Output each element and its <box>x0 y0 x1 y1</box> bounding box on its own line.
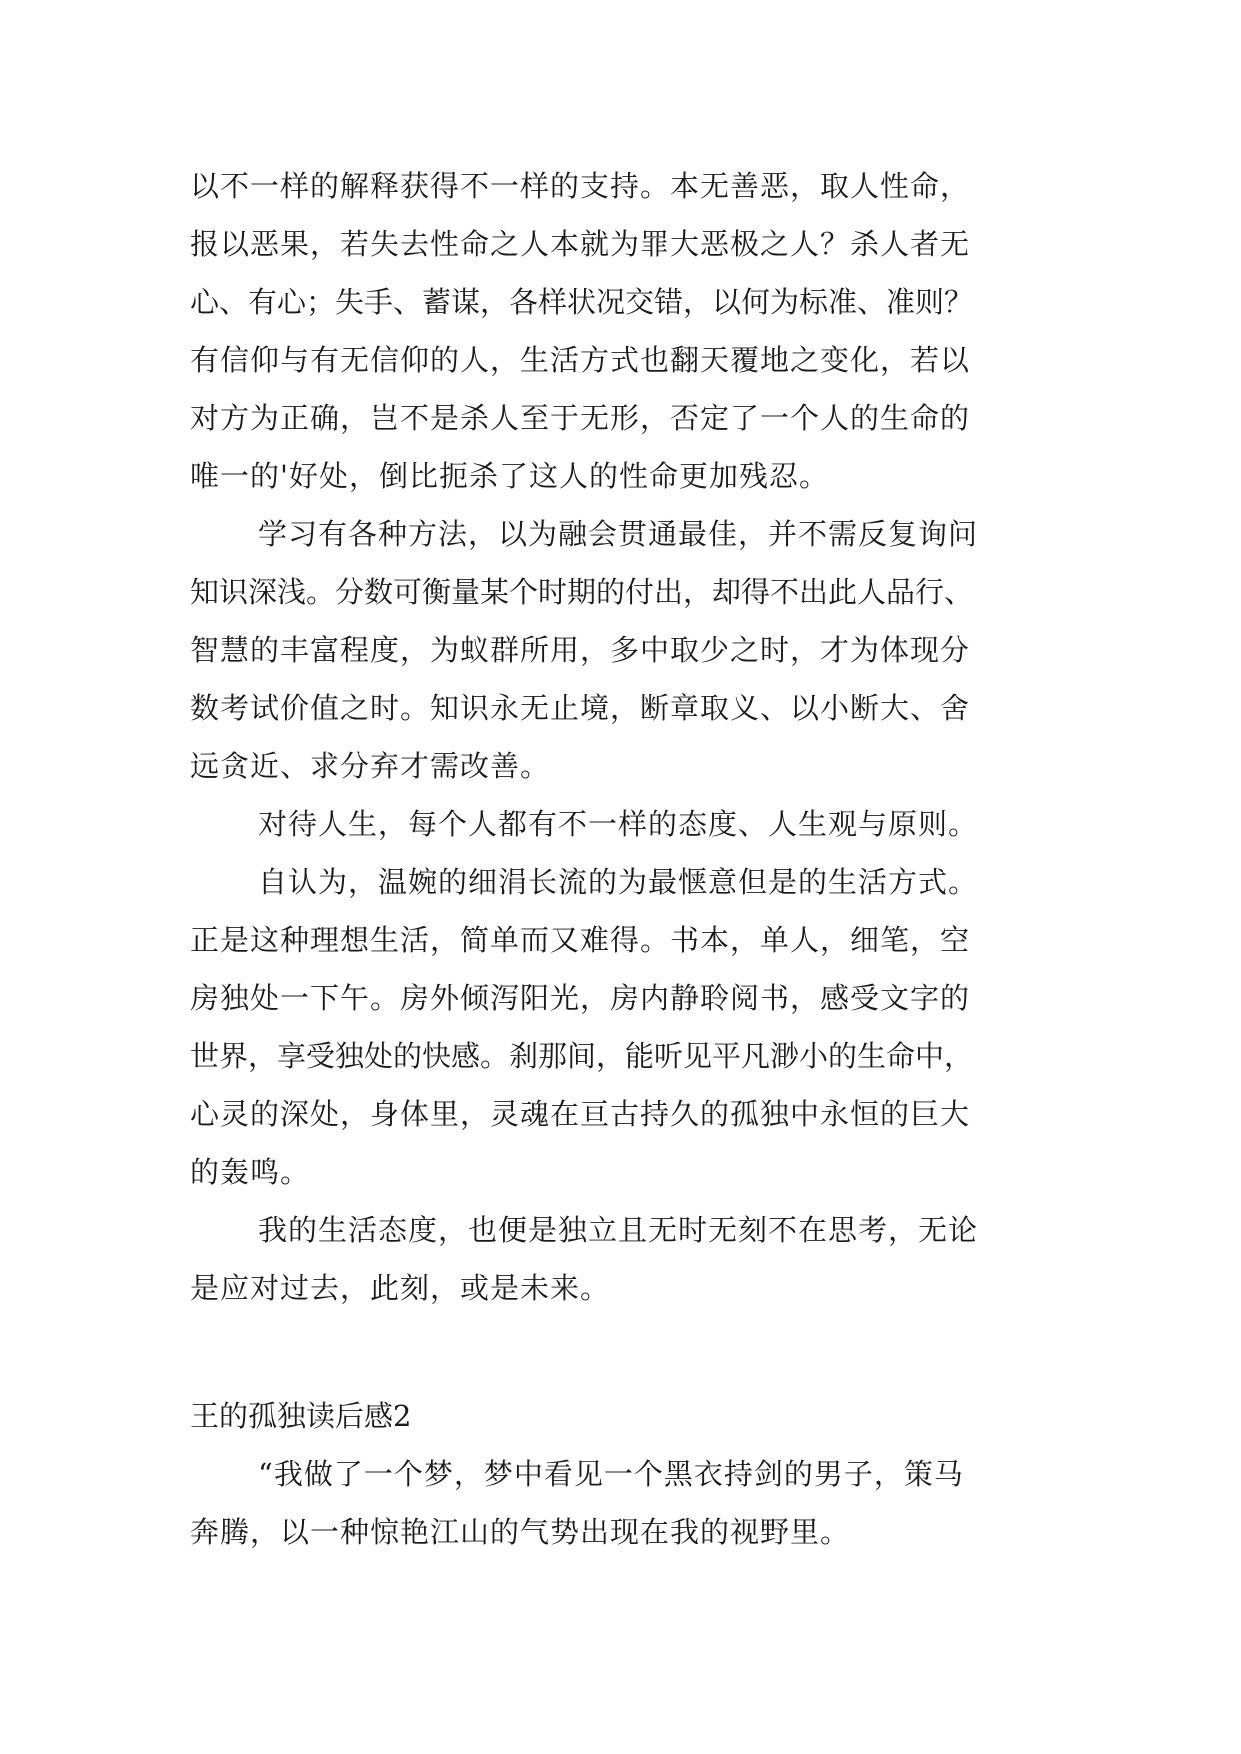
paragraph-3 <box>190 795 1050 853</box>
text-line: 奔腾，以一种惊艳江山的气势出现在我的视野里。 <box>190 1515 851 1549</box>
text-line: 对方为正确，岂不是杀人至于无形，否定了一个人的生命的 <box>190 401 971 435</box>
text-line: 我的生活态度，也便是独立且无时无刻不在思考，无论 <box>258 1213 979 1247</box>
paragraph-6 <box>190 1445 1050 1561</box>
text-line: 数考试价值之时。知识永无止境，断章取义、以小断大、舍 <box>190 691 971 725</box>
text-line: 智慧的丰富程度，为蚁群所用，多中取少之时，才为体现分 <box>190 633 971 667</box>
text-line: 的轰鸣。 <box>190 1155 311 1189</box>
text-line: 正是这种理想生活，简单而又难得。书本，单人，细笔，空 <box>190 923 971 957</box>
text-line: 学习有各种方法，以为融会贯通最佳，并不需反复询问 <box>258 517 979 551</box>
text-line: 知识深浅。分数可衡量某个时期的付出，却得不出此人品行、 <box>190 575 974 609</box>
section-heading: 王的孤独读后感2 <box>190 1399 412 1433</box>
text-line: 自认为，温婉的细涓长流的为最惬意但是的生活方式。 <box>258 865 979 899</box>
paragraph-4 <box>190 853 1050 1201</box>
text-line: 远贪近、求分弃才需改善。 <box>190 749 551 783</box>
text-line: 唯一的'好处，倒比扼杀了这人的性命更加残忍。 <box>190 459 829 493</box>
paragraph-2 <box>190 505 1050 795</box>
text-line: 心、有心；失手、蓄谋，各样状况交错，以何为标准、准则？ <box>190 285 974 319</box>
text-line: 有信仰与有无信仰的人，生活方式也翻天覆地之变化，若以 <box>190 343 971 377</box>
text-line: 是应对过去，此刻，或是未来。 <box>190 1271 611 1305</box>
text-line: 心灵的深处，身体里，灵魂在亘古持久的孤独中永恒的巨大 <box>190 1097 971 1131</box>
document-body <box>190 157 1050 1561</box>
text-line: 房独处一下午。房外倾泻阳光，房内静聆阅书，感受文字的 <box>190 981 971 1015</box>
text-line: 世界，享受独处的快感。刹那间，能听见平凡渺小的生命中， <box>190 1039 974 1073</box>
text-line: 报以恶果，若失去性命之人本就为罪大恶极之人？杀人者无 <box>190 227 971 261</box>
paragraph-5 <box>190 1201 1050 1317</box>
section-gap <box>190 1317 1050 1375</box>
text-line: 对待人生，每个人都有不一样的态度、人生观与原则。 <box>258 807 979 841</box>
text-line: 以不一样的解释获得不一样的支持。本无善恶，取人性命， <box>190 169 971 203</box>
paragraph-1 <box>190 157 1050 505</box>
text-line: “我做了一个梦，梦中看见一个黑衣持剑的男子，策马 <box>258 1457 964 1491</box>
